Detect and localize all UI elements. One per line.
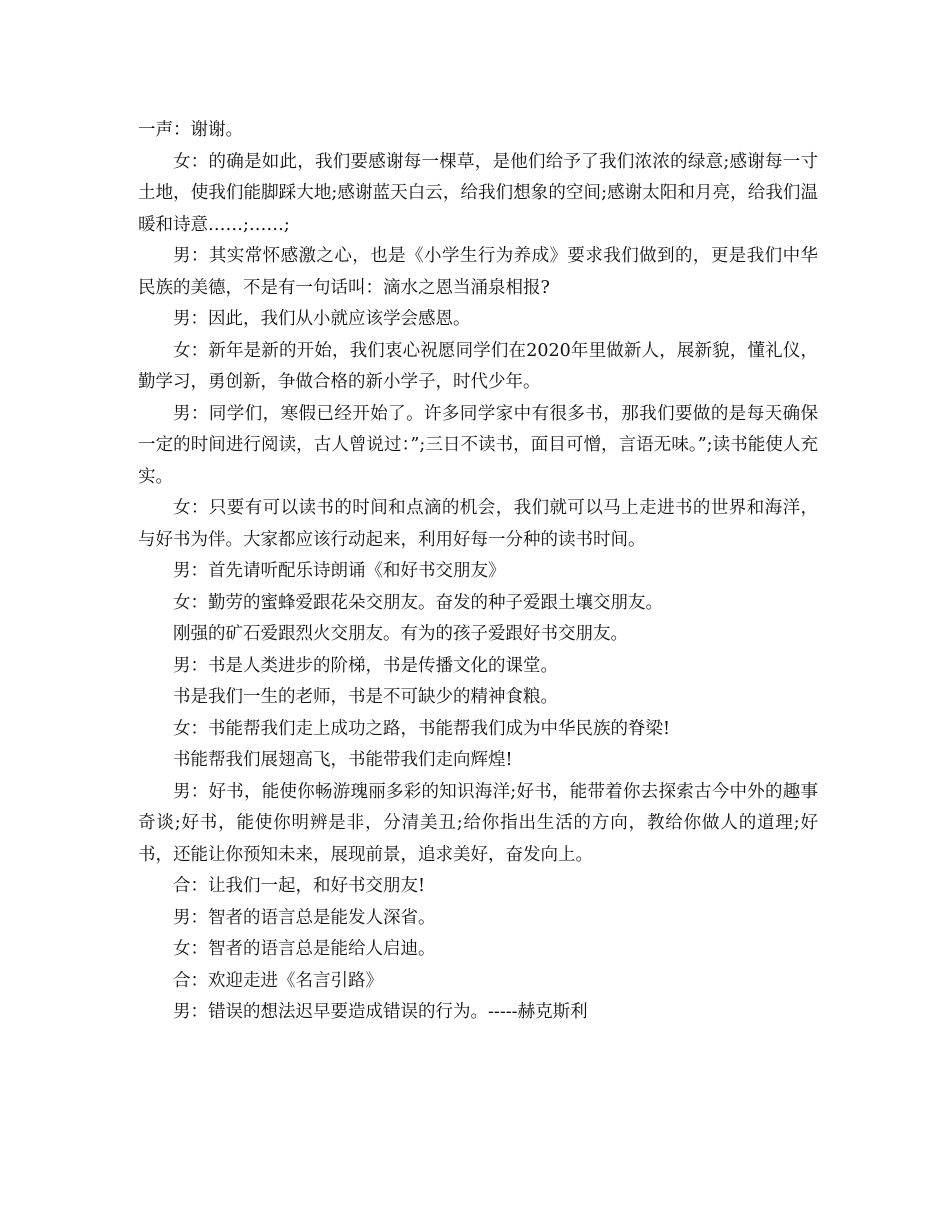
paragraph-8: 男：首先请听配乐诗朗诵《和好书交朋友》 bbox=[173, 561, 506, 581]
paragraph-6: 男：同学们，寒假已经开始了。许多同学家中有很多书，那我们要做的是每天确保一定的时间进行阅读，古人曾说过：”;三日不读书，面目可憎，言语无味。”;读书能使人充实。 bbox=[138, 403, 818, 487]
document-body bbox=[138, 115, 818, 1029]
paragraph-1: 一声：谢谢。 bbox=[138, 120, 243, 140]
paragraph-13: 女：书能帮我们走上成功之路，书能帮我们成为中华民族的脊梁! bbox=[173, 718, 671, 739]
paragraph-9: 女：勤劳的蜜蜂爱跟花朵交朋友。奋发的种子爱跟土壤交朋友。 bbox=[173, 592, 663, 613]
paragraph-17: 男：智者的语言总是能发人深省。 bbox=[173, 907, 436, 928]
paragraph-16: 合：让我们一起，和好书交朋友! bbox=[173, 876, 426, 896]
paragraph-18: 女：智者的语言总是能给人启迪。 bbox=[173, 939, 436, 959]
paragraph-12: 书是我们一生的老师，书是不可缺少的精神食粮。 bbox=[173, 687, 558, 707]
paragraph-14: 书能帮我们展翅高飞，书能带我们走向辉煌! bbox=[173, 750, 513, 770]
paragraph-7: 女：只要有可以读书的时间和点滴的机会，我们就可以马上走进书的世界和海洋，与好书为伴。大家都应该行动起来，利用好每一分种的读书时间。 bbox=[138, 498, 818, 550]
paragraph-20: 男：错误的想法迟早要造成错误的行为。-----赫克斯利 bbox=[173, 1002, 588, 1022]
paragraph-19: 合：欢迎走进《名言引路》 bbox=[173, 970, 383, 991]
paragraph-11: 男：书是人类进步的阶梯，书是传播文化的课堂。 bbox=[173, 655, 558, 676]
paragraph-4: 男：因此，我们从小就应该学会感恩。 bbox=[173, 309, 471, 329]
paragraph-15: 男：好书，能使你畅游瑰丽多彩的知识海洋;好书，能带着你去探索古今中外的趣事奇谈;好书，能使你明辨是非，分清美丑;给你指出生活的方向，教给你做人的道理;好书，还能让你预知未来，展现前景，追求美好，奋发向上。 bbox=[138, 781, 818, 865]
paragraph-5: 女：新年是新的开始，我们衷心祝愿同学们在2020年里做新人，展新貌，懂礼仪，勤学习，勇创新，争做合格的新小学子，时代少年。 bbox=[138, 340, 818, 392]
paragraph-2: 女：的确是如此，我们要感谢每一棵草，是他们给予了我们浓浓的绿意;感谢每一寸土地，使我们能脚踩大地;感谢蓝天白云，给我们想象的空间;感谢太阳和月亮，给我们温暖和诗意……;……; bbox=[138, 151, 818, 235]
paragraph-3: 男：其实常怀感激之心，也是《小学生行为养成》要求我们做到的，更是我们中华民族的美德，不是有一句话叫：滴水之恩当涌泉相报? bbox=[138, 246, 818, 298]
paragraph-10: 刚强的矿石爱跟烈火交朋友。有为的孩子爱跟好书交朋友。 bbox=[173, 624, 628, 644]
